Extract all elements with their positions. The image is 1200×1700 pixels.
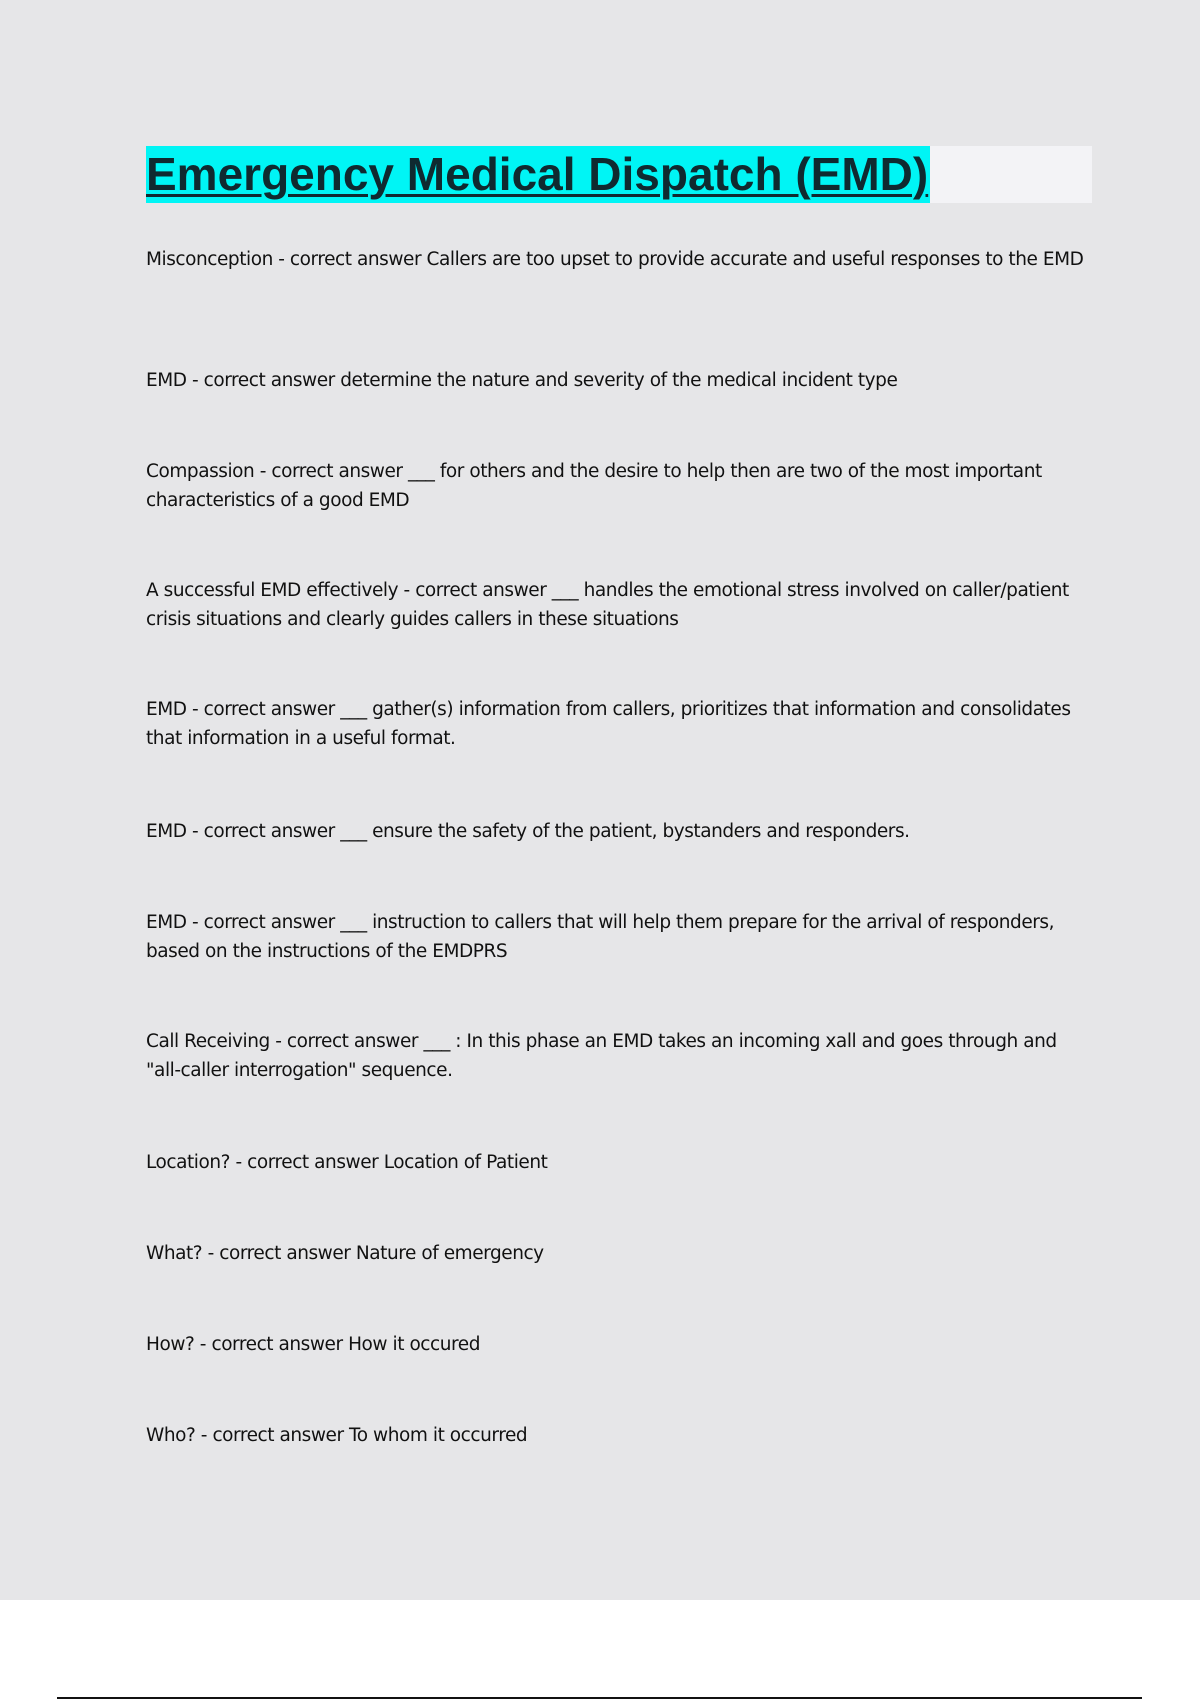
qa-item-3: Compassion - correct answer ___ for others and the desire to help then are two of the most important characteristics of a good EMD [146, 461, 1042, 511]
title-bar [146, 146, 1092, 203]
qa-item-5: EMD - correct answer ___ gather(s) information from callers, prioritizes that information and consolidates that information in a useful format. [146, 699, 1071, 749]
qa-item-6: EMD - correct answer ___ ensure the safety of the patient, bystanders and responders. [146, 821, 910, 842]
qa-item-10: What? - correct answer Nature of emergency [146, 1243, 544, 1264]
footer-divider [57, 1697, 1142, 1699]
qa-item-9: Location? - correct answer Location of Patient [146, 1152, 548, 1173]
qa-item-11: How? - correct answer How it occured [146, 1334, 480, 1355]
qa-item-4: A successful EMD effectively - correct answer ___ handles the emotional stress involved on caller/patient crisis situations and clearly guides callers in these situations [146, 580, 1069, 630]
qa-item-8: Call Receiving - correct answer ___ : In this phase an EMD takes an incoming xall and goes through and "all-caller interrogation" sequence. [146, 1031, 1057, 1081]
qa-item-12: Who? - correct answer To whom it occurred [146, 1425, 528, 1446]
page-title: Emergency Medical Dispatch (EMD) [146, 146, 930, 203]
qa-item-1: Misconception - correct answer Callers are too upset to provide accurate and useful responses to the EMD [146, 249, 1084, 270]
qa-item-7: EMD - correct answer ___ instruction to callers that will help them prepare for the arrival of responders, based on the instructions of the EMDPRS [146, 912, 1055, 962]
qa-item-2: EMD - correct answer determine the nature and severity of the medical incident type [146, 370, 898, 391]
